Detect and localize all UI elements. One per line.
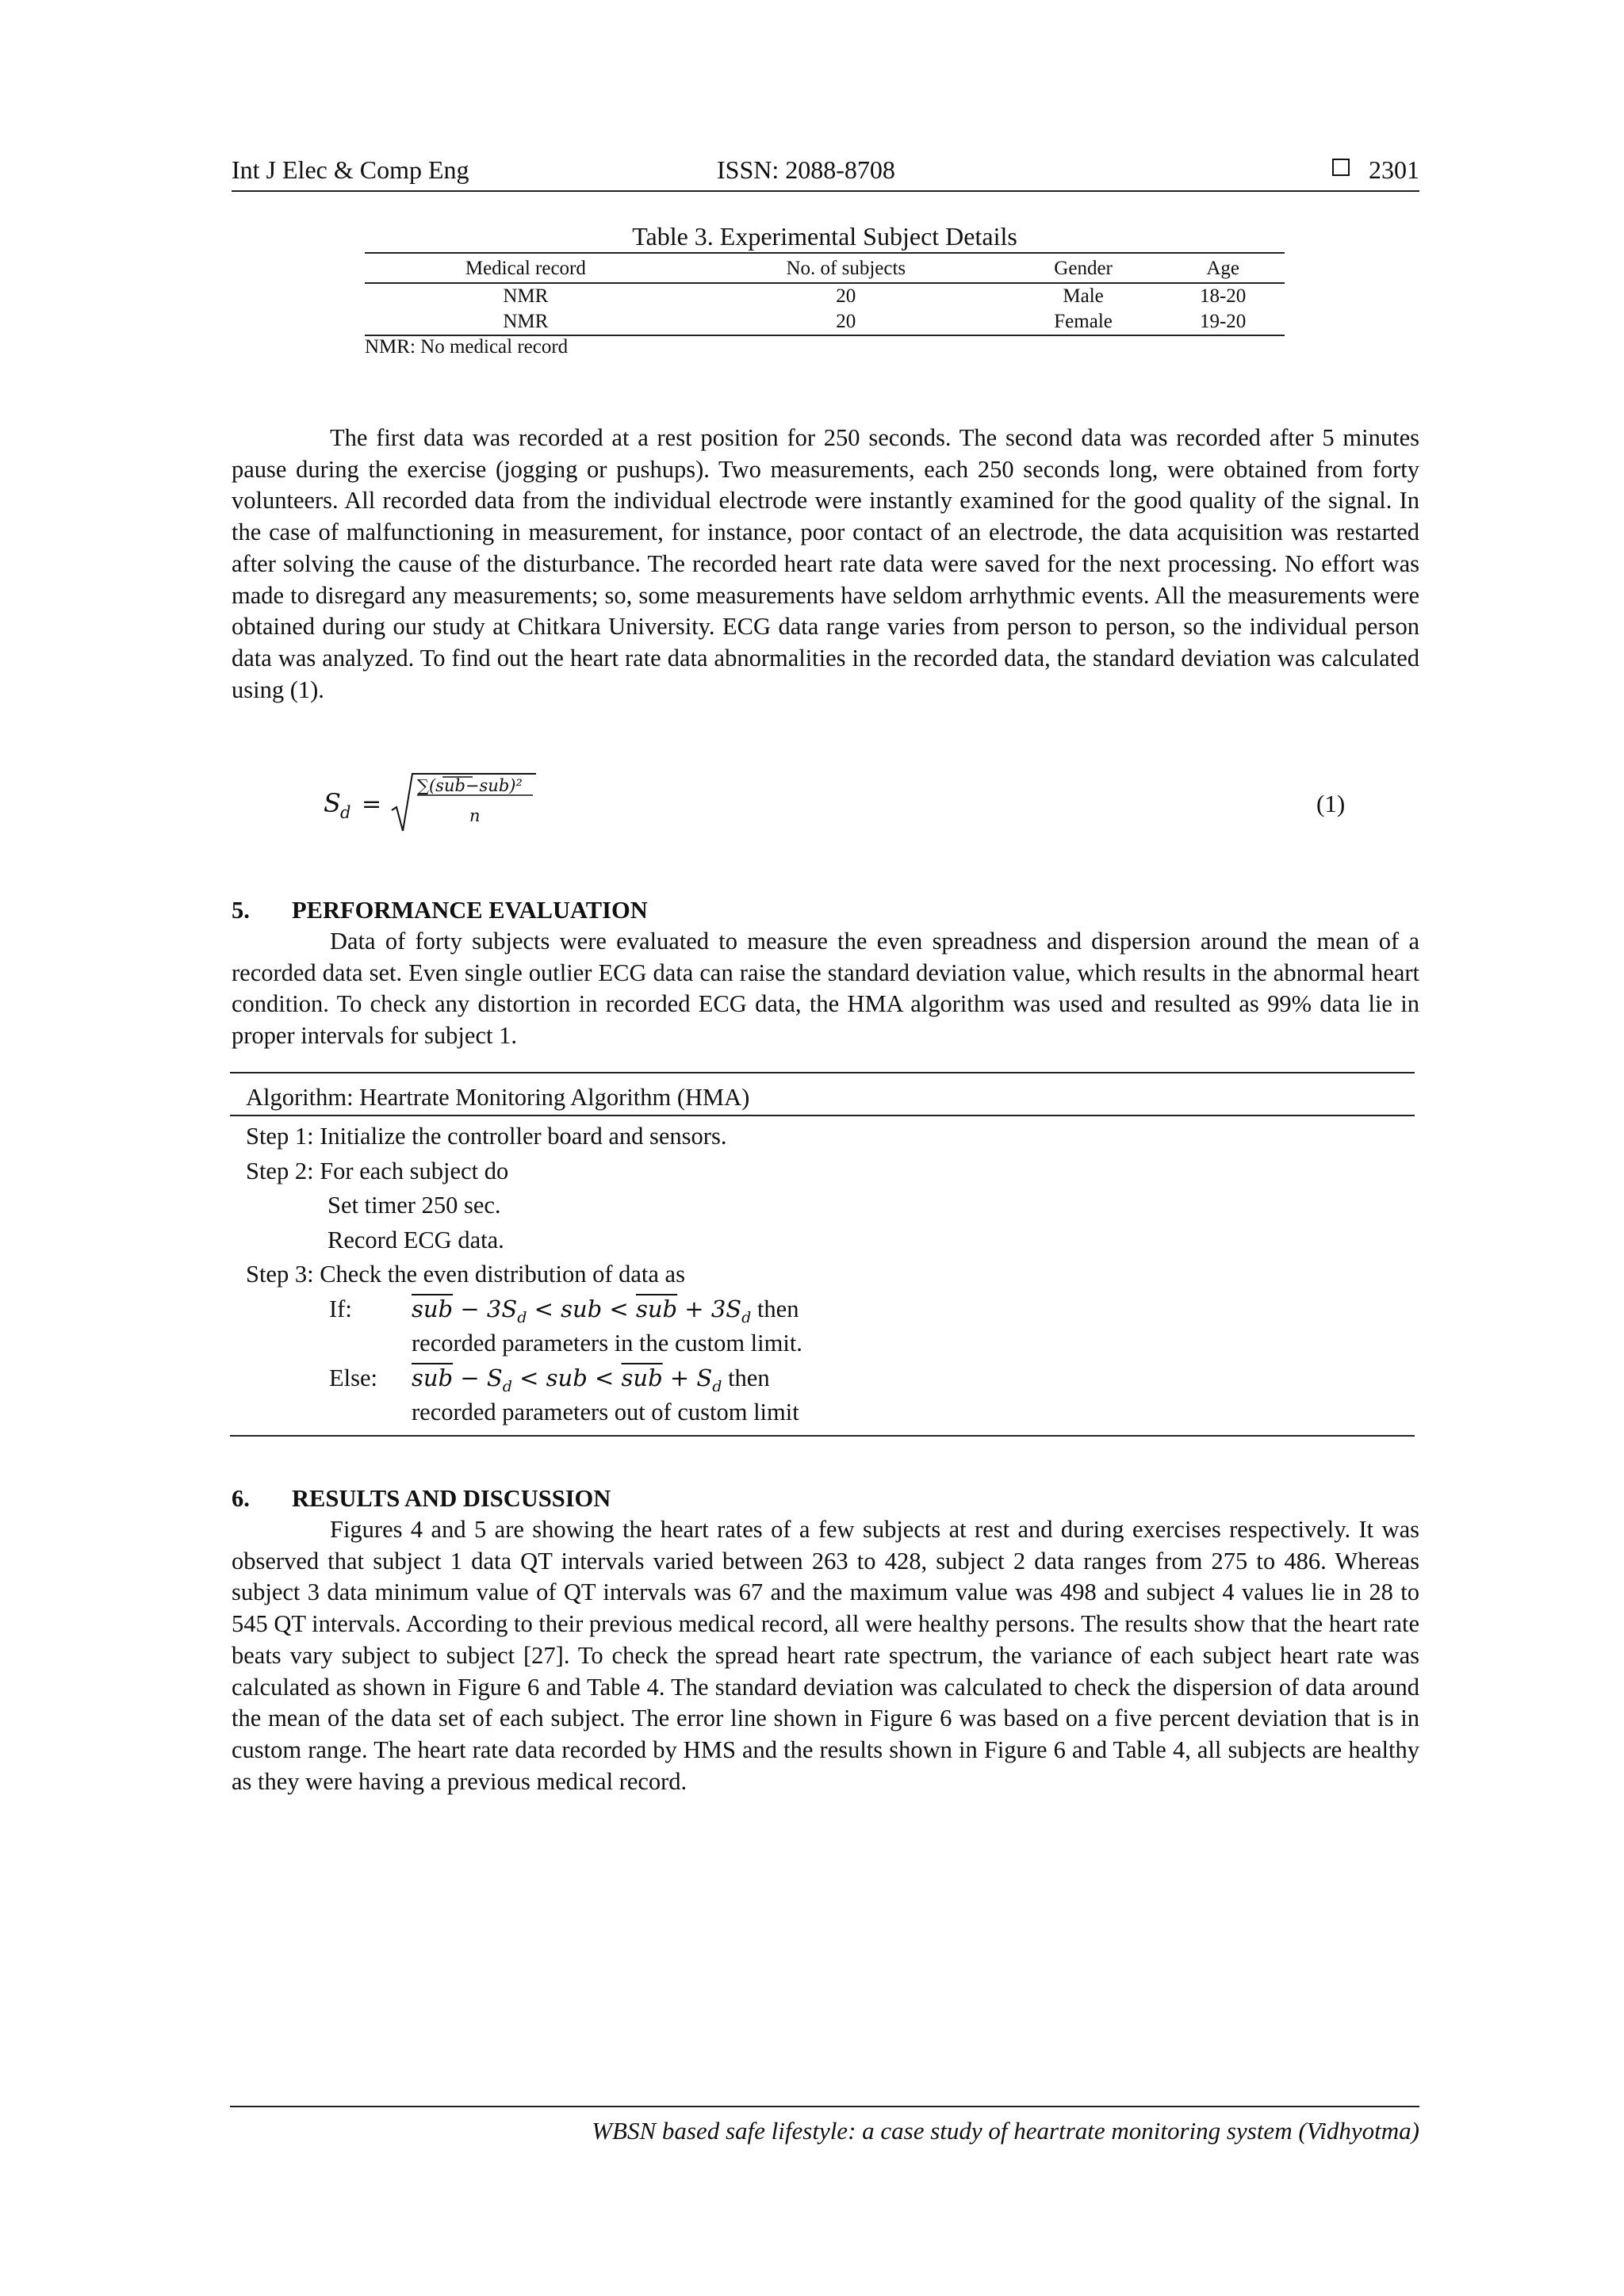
if-condition: $\overline{sub} - 3S_d$ < sub < $\overline{sub} + 3S_d$ bbox=[412, 1295, 752, 1326]
algorithm-substep: Set timer 250 sec. bbox=[327, 1192, 501, 1219]
table-cell: 20 bbox=[687, 309, 1005, 335]
table-cell: 19-20 bbox=[1161, 309, 1285, 335]
section-number: 5. bbox=[232, 897, 250, 924]
table-cell: 20 bbox=[836, 285, 856, 307]
footer-rule bbox=[230, 2106, 1419, 2107]
algorithm-else-line bbox=[246, 1361, 1415, 1396]
else-condition: $\overline{sub} - S_d$ < sub < $\overline{sub} + S_d$ bbox=[412, 1364, 722, 1395]
equation-denominator: n bbox=[469, 806, 481, 825]
equation-number: (1) bbox=[1316, 790, 1346, 817]
section-title: RESULTS AND DISCUSSION bbox=[292, 1485, 611, 1512]
section-heading bbox=[232, 1483, 611, 1514]
table-cell: Male bbox=[1063, 285, 1104, 307]
table3 bbox=[365, 252, 1285, 336]
table3-caption: Table 3. Experimental Subject Details bbox=[632, 222, 1017, 251]
table-cell: Female bbox=[1005, 309, 1161, 335]
algorithm-substep: Record ECG data. bbox=[327, 1226, 504, 1253]
section-heading bbox=[232, 894, 648, 926]
column-header: Gender bbox=[1005, 253, 1161, 283]
running-header bbox=[232, 151, 1419, 192]
page-number: 2301 bbox=[1369, 155, 1419, 184]
else-result: recorded parameters out of custom limit bbox=[412, 1399, 799, 1425]
equation-lhs-subscript: d bbox=[340, 803, 351, 822]
body-paragraph bbox=[232, 1514, 1419, 1797]
table3-note: NMR: No medical record bbox=[365, 336, 569, 358]
column-header: Medical record bbox=[365, 253, 687, 283]
running-footer: WBSN based safe lifestyle: a case study of heartrate monitoring system (Vidhyotma) bbox=[592, 2117, 1419, 2145]
issn: ISSN: 2088-8708 bbox=[717, 155, 895, 184]
algorithm-step: Step 1: Initialize the controller board and sensors. bbox=[246, 1123, 727, 1150]
journal-name: Int J Elec & Comp Eng bbox=[232, 155, 469, 184]
table-row bbox=[365, 309, 1285, 335]
algorithm-title: Algorithm: Heartrate Monitoring Algorithm (HMA) bbox=[230, 1073, 1415, 1116]
if-then: then bbox=[756, 1295, 799, 1322]
table-cell: NMR bbox=[365, 309, 687, 335]
table-cell: 18-20 bbox=[1199, 285, 1247, 307]
table-header-row bbox=[365, 253, 1285, 283]
section-title: PERFORMANCE EVALUATION bbox=[292, 897, 648, 924]
paragraph-text: Data of forty subjects were evaluated to measure the even spreadness and dispersion around the mean of a recorded data set. Even single outlier ECG data can raise the standard deviation value, which results in the abnormal heart condition. To check any distortion in recorded ECG data, the HMA algorithm was used and resulted as 99% data lie in proper intervals for subject 1. bbox=[232, 928, 1419, 1050]
algorithm-box bbox=[230, 1072, 1415, 1437]
column-header: Age bbox=[1161, 253, 1285, 283]
algorithm-step: Step 3: Check the even distribution of data as bbox=[246, 1261, 685, 1288]
equation-numerator: ∑(sub−sub)² bbox=[417, 776, 523, 795]
table-cell: NMR bbox=[503, 285, 549, 307]
body-paragraph bbox=[232, 423, 1419, 706]
body-paragraph bbox=[232, 926, 1419, 1052]
equation-svg bbox=[324, 767, 553, 839]
algorithm-body bbox=[230, 1116, 1415, 1435]
checkbox-square-icon bbox=[1332, 159, 1350, 176]
section-number: 6. bbox=[232, 1485, 250, 1512]
if-result: recorded parameters in the custom limit. bbox=[412, 1330, 802, 1357]
if-label: If: bbox=[329, 1295, 352, 1322]
equation-1 bbox=[324, 767, 553, 846]
paragraph-text: The first data was recorded at a rest position for 250 seconds. The second data was recorded after 5 minutes pause during the exercise (jogging or pushups). Two measurements, each 250 seconds long, were obtained from forty volunteers. All recorded data from the individual electrode were instantly examined for the good quality of the signal. In the case of malfunctioning in measurement, for instance, poor contact of an electrode, the data acquisition was restarted after solving the cause of the disturbance. The recorded heart rate data were saved for the next processing. No effort was made to disregard any measurements; so, some measurements have seldom arrhythmic events. All the measurements were obtained during our study at Chitkara University. ECG data range varies from person to person, so the individual person data was analyzed. To find out the heart rate data abnormalities in the recorded data, the standard deviation was calculated using (1). bbox=[232, 424, 1419, 703]
paragraph-text: Figures 4 and 5 are showing the heart rates of a few subjects at rest and during exercises respectively. It was observed that subject 1 data QT intervals varied between 263 to 428, subject 2 data ranges from 275 to 486. Whereas subject 3 data minimum value of QT intervals was 67 and the maximum value was 498 and subject 4 values lie in 28 to 545 QT intervals. According to their previous medical record, all were healthy persons. The results show that the heart rate beats vary subject to subject [27]. To check the spread heart rate spectrum, the variance of each subject heart rate was calculated as shown in Figure 6 and Table 4. The standard deviation was calculated to check the dispersion of data around the mean of the data set of each subject. The error line shown in Figure 6 was based on a five percent deviation that is in custom range. The heart rate data recorded by HMS and the results shown in Figure 6 and Table 4, all subjects are healthy as they were having a previous medical record. bbox=[232, 1516, 1419, 1795]
equation-lhs: S bbox=[324, 788, 341, 818]
else-label: Else: bbox=[329, 1364, 377, 1391]
column-header: No. of subjects bbox=[687, 253, 1005, 283]
equals-sign: = bbox=[362, 790, 382, 818]
algorithm-step: Step 2: For each subject do bbox=[246, 1157, 509, 1184]
else-then: then bbox=[728, 1364, 770, 1391]
table-row bbox=[365, 283, 1285, 309]
algorithm-if-line bbox=[246, 1292, 1415, 1327]
